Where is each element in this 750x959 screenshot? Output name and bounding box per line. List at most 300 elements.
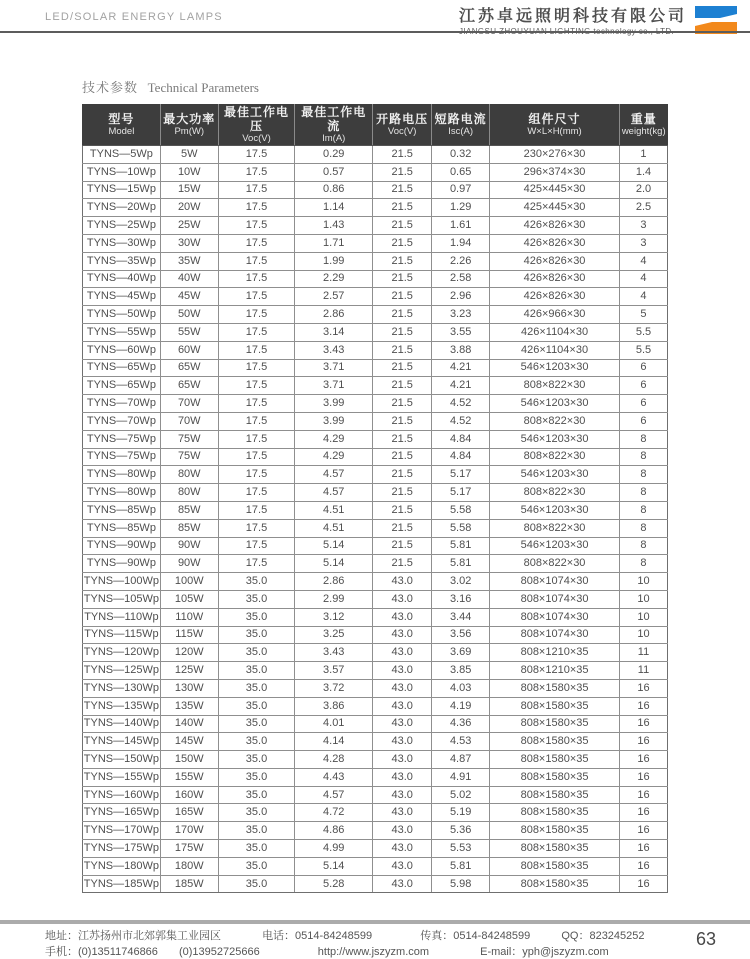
table-row <box>83 804 668 822</box>
table-cell: 80W <box>160 484 218 502</box>
table-cell: TYNS—85Wp <box>83 501 161 519</box>
table-cell: 17.5 <box>218 146 295 164</box>
table-cell: 21.5 <box>373 537 432 555</box>
table-cell: 8 <box>619 555 667 573</box>
table-row <box>83 519 668 537</box>
table-cell: 17.5 <box>218 323 295 341</box>
table-row <box>83 234 668 252</box>
table-cell: 17.5 <box>218 430 295 448</box>
table-cell: 426×1104×30 <box>490 341 620 359</box>
table-cell: 3.44 <box>432 608 490 626</box>
table-cell: 808×1580×35 <box>490 768 620 786</box>
table-cell: 3.71 <box>295 377 373 395</box>
table-cell: 16 <box>619 733 667 751</box>
table-cell: 43.0 <box>373 697 432 715</box>
table-cell: 546×1203×30 <box>490 501 620 519</box>
table-cell: 21.5 <box>373 466 432 484</box>
table-row <box>83 733 668 751</box>
table-row <box>83 288 668 306</box>
table-cell: 17.5 <box>218 181 295 199</box>
table-cell: TYNS—85Wp <box>83 519 161 537</box>
table-cell: 85W <box>160 501 218 519</box>
table-cell: 3.43 <box>295 644 373 662</box>
table-cell: 6 <box>619 359 667 377</box>
table-cell: 43.0 <box>373 822 432 840</box>
table-cell: 16 <box>619 679 667 697</box>
table-cell: 5.14 <box>295 537 373 555</box>
table-cell: 17.5 <box>218 448 295 466</box>
table-cell: 5W <box>160 146 218 164</box>
table-cell: 808×1580×35 <box>490 840 620 858</box>
table-cell: 21.5 <box>373 359 432 377</box>
footer-phone: 电话：0514-84248599 <box>262 930 373 942</box>
table-cell: 4.19 <box>432 697 490 715</box>
table-cell: 17.5 <box>218 359 295 377</box>
table-cell: 3.25 <box>295 626 373 644</box>
table-row <box>83 857 668 875</box>
table-row <box>83 163 668 181</box>
table-cell: 2.86 <box>295 573 373 591</box>
table-cell: 11 <box>619 644 667 662</box>
table-row <box>83 555 668 573</box>
table-cell: 35.0 <box>218 875 295 893</box>
table-cell: 2.57 <box>295 288 373 306</box>
table-cell: 21.5 <box>373 430 432 448</box>
table-cell: 43.0 <box>373 804 432 822</box>
table-cell: 5.14 <box>295 555 373 573</box>
table-cell: 43.0 <box>373 751 432 769</box>
table-cell: 296×374×30 <box>490 163 620 181</box>
table-cell: 155W <box>160 768 218 786</box>
table-cell: 65W <box>160 377 218 395</box>
table-cell: 5 <box>619 306 667 324</box>
table-cell: 30W <box>160 234 218 252</box>
table-cell: 43.0 <box>373 679 432 697</box>
table-cell: 21.5 <box>373 199 432 217</box>
table-cell: 1.14 <box>295 199 373 217</box>
table-row <box>83 697 668 715</box>
table-cell: 35.0 <box>218 644 295 662</box>
table-cell: 185W <box>160 875 218 893</box>
table-cell: TYNS—140Wp <box>83 715 161 733</box>
table-cell: 426×826×30 <box>490 252 620 270</box>
table-cell: 4.29 <box>295 430 373 448</box>
table-cell: 3.43 <box>295 341 373 359</box>
table-cell: 43.0 <box>373 768 432 786</box>
table-cell: 4.43 <box>295 768 373 786</box>
table-cell: 145W <box>160 733 218 751</box>
table-cell: TYNS—115Wp <box>83 626 161 644</box>
table-cell: 1.94 <box>432 234 490 252</box>
table-cell: 426×826×30 <box>490 270 620 288</box>
table-row <box>83 252 668 270</box>
table-cell: TYNS—50Wp <box>83 306 161 324</box>
table-cell: 16 <box>619 822 667 840</box>
table-cell: 808×822×30 <box>490 448 620 466</box>
table-cell: 8 <box>619 501 667 519</box>
table-cell: 5.02 <box>432 786 490 804</box>
footer-line-2 <box>45 944 645 959</box>
table-row <box>83 840 668 858</box>
table-cell: 808×1580×35 <box>490 822 620 840</box>
table-row <box>83 377 668 395</box>
table-cell: 21.5 <box>373 181 432 199</box>
table-cell: 40W <box>160 270 218 288</box>
table-cell: 35.0 <box>218 626 295 644</box>
table-cell: 17.5 <box>218 484 295 502</box>
table-cell: 808×1580×35 <box>490 875 620 893</box>
table-cell: 21.5 <box>373 377 432 395</box>
header-divider <box>0 31 750 33</box>
table-cell: 17.5 <box>218 395 295 413</box>
table-cell: 17.5 <box>218 537 295 555</box>
table-cell: 5.19 <box>432 804 490 822</box>
table-cell: 21.5 <box>373 484 432 502</box>
table-cell: 110W <box>160 608 218 626</box>
footer-website: http://www.jszyzm.com <box>317 946 430 958</box>
table-cell: 35W <box>160 252 218 270</box>
table-cell: 8 <box>619 519 667 537</box>
table-cell: TYNS—145Wp <box>83 733 161 751</box>
table-cell: 4.21 <box>432 359 490 377</box>
table-cell: 3.72 <box>295 679 373 697</box>
table-cell: 16 <box>619 697 667 715</box>
table-cell: 180W <box>160 857 218 875</box>
table-cell: 2.29 <box>295 270 373 288</box>
table-cell: 35.0 <box>218 840 295 858</box>
footer-line-1 <box>45 928 645 944</box>
table-cell: 1.4 <box>619 163 667 181</box>
table-cell: 80W <box>160 466 218 484</box>
table-cell: 808×1074×30 <box>490 608 620 626</box>
table-cell: 546×1203×30 <box>490 430 620 448</box>
table-cell: 21.5 <box>373 341 432 359</box>
table-cell: 17.5 <box>218 341 295 359</box>
table-cell: 4.52 <box>432 395 490 413</box>
table-cell: 3.57 <box>295 662 373 680</box>
table-cell: TYNS—130Wp <box>83 679 161 697</box>
table-cell: 35.0 <box>218 697 295 715</box>
table-cell: 43.0 <box>373 573 432 591</box>
table-cell: 4.84 <box>432 430 490 448</box>
table-cell: 43.0 <box>373 857 432 875</box>
table-row <box>83 662 668 680</box>
table-cell: 230×276×30 <box>490 146 620 164</box>
table-cell: TYNS—120Wp <box>83 644 161 662</box>
table-row <box>83 875 668 893</box>
table-cell: 0.29 <box>295 146 373 164</box>
table-cell: 60W <box>160 341 218 359</box>
table-row <box>83 306 668 324</box>
table-cell: 4.52 <box>432 412 490 430</box>
table-cell: 3.99 <box>295 412 373 430</box>
column-header: 短路电流 Isc(A) <box>432 104 490 146</box>
table-cell: 16 <box>619 768 667 786</box>
table-cell: 4.01 <box>295 715 373 733</box>
table-cell: TYNS—125Wp <box>83 662 161 680</box>
table-cell: 16 <box>619 715 667 733</box>
table-row <box>83 146 668 164</box>
table-cell: 4.29 <box>295 448 373 466</box>
table-cell: 17.5 <box>218 252 295 270</box>
table-cell: 808×1580×35 <box>490 679 620 697</box>
table-cell: 21.5 <box>373 448 432 466</box>
table-cell: 4.57 <box>295 466 373 484</box>
table-cell: 35.0 <box>218 715 295 733</box>
column-header: 最佳工作电压 Voc(V) <box>218 104 295 146</box>
table-cell: TYNS—5Wp <box>83 146 161 164</box>
table-cell: 4 <box>619 252 667 270</box>
table-cell: 8 <box>619 466 667 484</box>
table-cell: 4.21 <box>432 377 490 395</box>
table-cell: 1.29 <box>432 199 490 217</box>
table-cell: 21.5 <box>373 395 432 413</box>
footer <box>45 928 645 959</box>
table-row <box>83 537 668 555</box>
table-cell: TYNS—75Wp <box>83 430 161 448</box>
table-cell: 17.5 <box>218 377 295 395</box>
table-cell: TYNS—65Wp <box>83 359 161 377</box>
table-cell: 0.86 <box>295 181 373 199</box>
table-cell: 808×1074×30 <box>490 626 620 644</box>
footer-email: E-mail：yph@jszyzm.com <box>480 946 609 958</box>
table-cell: 4.03 <box>432 679 490 697</box>
table-cell: TYNS—45Wp <box>83 288 161 306</box>
table-cell: 5.28 <box>295 875 373 893</box>
table-cell: TYNS—70Wp <box>83 412 161 430</box>
table-cell: 17.5 <box>218 466 295 484</box>
table-cell: 5.81 <box>432 555 490 573</box>
table-cell: 115W <box>160 626 218 644</box>
table-cell: 4.57 <box>295 786 373 804</box>
table-cell: 43.0 <box>373 662 432 680</box>
table-cell: 21.5 <box>373 323 432 341</box>
table-cell: 3.55 <box>432 323 490 341</box>
table-cell: 3.14 <box>295 323 373 341</box>
table-cell: 17.5 <box>218 217 295 235</box>
table-cell: TYNS—25Wp <box>83 217 161 235</box>
table-cell: 3.23 <box>432 306 490 324</box>
table-cell: TYNS—65Wp <box>83 377 161 395</box>
table-cell: 3.99 <box>295 395 373 413</box>
table-row <box>83 395 668 413</box>
table-cell: TYNS—75Wp <box>83 448 161 466</box>
table-cell: 16 <box>619 804 667 822</box>
table-cell: 0.32 <box>432 146 490 164</box>
table-cell: 4.84 <box>432 448 490 466</box>
table-cell: 3 <box>619 217 667 235</box>
table-row <box>83 217 668 235</box>
table-cell: 4.99 <box>295 840 373 858</box>
table-cell: TYNS—105Wp <box>83 590 161 608</box>
table-cell: 35.0 <box>218 751 295 769</box>
footer-address: 地址：江苏扬州市北郊郭集工业园区 <box>45 930 221 942</box>
table-cell: TYNS—100Wp <box>83 573 161 591</box>
table-cell: TYNS—15Wp <box>83 181 161 199</box>
table-cell: 808×822×30 <box>490 519 620 537</box>
footer-divider <box>0 920 750 924</box>
table-cell: 808×1580×35 <box>490 804 620 822</box>
table-cell: 175W <box>160 840 218 858</box>
table-cell: 0.57 <box>295 163 373 181</box>
table-cell: 546×1203×30 <box>490 395 620 413</box>
table-cell: TYNS—90Wp <box>83 555 161 573</box>
table-cell: TYNS—35Wp <box>83 252 161 270</box>
table-row <box>83 359 668 377</box>
table-cell: 6 <box>619 395 667 413</box>
table-cell: TYNS—160Wp <box>83 786 161 804</box>
table-cell: TYNS—110Wp <box>83 608 161 626</box>
table-row <box>83 751 668 769</box>
table-cell: 17.5 <box>218 199 295 217</box>
table-cell: TYNS—60Wp <box>83 341 161 359</box>
table-row <box>83 501 668 519</box>
table-row <box>83 181 668 199</box>
table-cell: 16 <box>619 751 667 769</box>
table-row <box>83 466 668 484</box>
table-cell: TYNS—175Wp <box>83 840 161 858</box>
table-cell: 16 <box>619 875 667 893</box>
table-cell: 546×1203×30 <box>490 466 620 484</box>
table-cell: 808×1580×35 <box>490 733 620 751</box>
parameters-table <box>82 104 668 893</box>
table-cell: 5.53 <box>432 840 490 858</box>
table-cell: 808×1580×35 <box>490 715 620 733</box>
table-cell: 808×822×30 <box>490 484 620 502</box>
table-cell: 10W <box>160 163 218 181</box>
table-cell: 8 <box>619 484 667 502</box>
table-cell: 17.5 <box>218 519 295 537</box>
table-cell: 4.51 <box>295 519 373 537</box>
table-cell: 4.36 <box>432 715 490 733</box>
table-cell: 17.5 <box>218 163 295 181</box>
table-cell: TYNS—135Wp <box>83 697 161 715</box>
table-cell: 21.5 <box>373 519 432 537</box>
footer-mobile-1: 手机：(0)13511746866 <box>45 946 158 958</box>
table-cell: 426×826×30 <box>490 217 620 235</box>
table-cell: 808×822×30 <box>490 377 620 395</box>
section-title <box>82 77 259 96</box>
table-cell: TYNS—150Wp <box>83 751 161 769</box>
table-cell: 1.43 <box>295 217 373 235</box>
table-cell: 170W <box>160 822 218 840</box>
table-cell: 425×445×30 <box>490 199 620 217</box>
table-cell: 11 <box>619 662 667 680</box>
table-cell: 3 <box>619 234 667 252</box>
table-cell: 21.5 <box>373 234 432 252</box>
table-cell: 5.5 <box>619 341 667 359</box>
table-row <box>83 430 668 448</box>
table-cell: 2.86 <box>295 306 373 324</box>
table-cell: 808×1074×30 <box>490 573 620 591</box>
table-cell: 4.91 <box>432 768 490 786</box>
table-cell: 1 <box>619 146 667 164</box>
table-row <box>83 608 668 626</box>
table-cell: 17.5 <box>218 234 295 252</box>
table-cell: 1.61 <box>432 217 490 235</box>
table-cell: TYNS—80Wp <box>83 484 161 502</box>
table-cell: 16 <box>619 840 667 858</box>
table-cell: 21.5 <box>373 412 432 430</box>
table-cell: 2.5 <box>619 199 667 217</box>
table-cell: 21.5 <box>373 163 432 181</box>
table-cell: 2.96 <box>432 288 490 306</box>
table-cell: 4.14 <box>295 733 373 751</box>
table-cell: 43.0 <box>373 626 432 644</box>
table-cell: 5.17 <box>432 466 490 484</box>
table-cell: TYNS—165Wp <box>83 804 161 822</box>
table-cell: 5.36 <box>432 822 490 840</box>
table-cell: 4 <box>619 270 667 288</box>
table-cell: 35.0 <box>218 786 295 804</box>
table-cell: 3.88 <box>432 341 490 359</box>
section-title-en: Technical Parameters <box>147 80 259 95</box>
table-cell: TYNS—10Wp <box>83 163 161 181</box>
table-cell: 43.0 <box>373 590 432 608</box>
table-cell: 5.5 <box>619 323 667 341</box>
column-header: 重量 weight(kg) <box>619 104 667 146</box>
section-title-cn: 技术参数 <box>82 80 139 95</box>
table-cell: 4.51 <box>295 501 373 519</box>
table-cell: 85W <box>160 519 218 537</box>
table-cell: 75W <box>160 430 218 448</box>
table-row <box>83 448 668 466</box>
table-cell: 3.69 <box>432 644 490 662</box>
table-cell: 5.81 <box>432 537 490 555</box>
table-cell: 808×1210×35 <box>490 662 620 680</box>
table-cell: 3.16 <box>432 590 490 608</box>
table-cell: TYNS—40Wp <box>83 270 161 288</box>
table-cell: TYNS—30Wp <box>83 234 161 252</box>
table-cell: 8 <box>619 448 667 466</box>
table-cell: TYNS—20Wp <box>83 199 161 217</box>
table-cell: 6 <box>619 412 667 430</box>
table-cell: 17.5 <box>218 555 295 573</box>
table-cell: 17.5 <box>218 288 295 306</box>
table-cell: 4.87 <box>432 751 490 769</box>
table-cell: 125W <box>160 662 218 680</box>
table-cell: 35.0 <box>218 822 295 840</box>
table-cell: 21.5 <box>373 252 432 270</box>
table-cell: 25W <box>160 217 218 235</box>
table-cell: 5.17 <box>432 484 490 502</box>
table-cell: 17.5 <box>218 412 295 430</box>
table-cell: 35.0 <box>218 573 295 591</box>
table-cell: TYNS—180Wp <box>83 857 161 875</box>
table-cell: 70W <box>160 412 218 430</box>
table-cell: 90W <box>160 537 218 555</box>
table-row <box>83 679 668 697</box>
footer-mobile-2: (0)13952725666 <box>178 946 260 958</box>
table-row <box>83 626 668 644</box>
table-cell: 10 <box>619 590 667 608</box>
table-cell: 6 <box>619 377 667 395</box>
table-row <box>83 199 668 217</box>
table-cell: 425×445×30 <box>490 181 620 199</box>
table-cell: TYNS—170Wp <box>83 822 161 840</box>
table-cell: 140W <box>160 715 218 733</box>
table-cell: 2.99 <box>295 590 373 608</box>
table-cell: 808×822×30 <box>490 412 620 430</box>
table-cell: 8 <box>619 430 667 448</box>
table-cell: 35.0 <box>218 733 295 751</box>
footer-fax: 传真：0514-84248599 <box>420 930 531 942</box>
table-cell: 35.0 <box>218 590 295 608</box>
column-header: 型号 Model <box>83 104 161 146</box>
table-cell: 1.71 <box>295 234 373 252</box>
table-cell: 21.5 <box>373 288 432 306</box>
table-cell: 35.0 <box>218 662 295 680</box>
